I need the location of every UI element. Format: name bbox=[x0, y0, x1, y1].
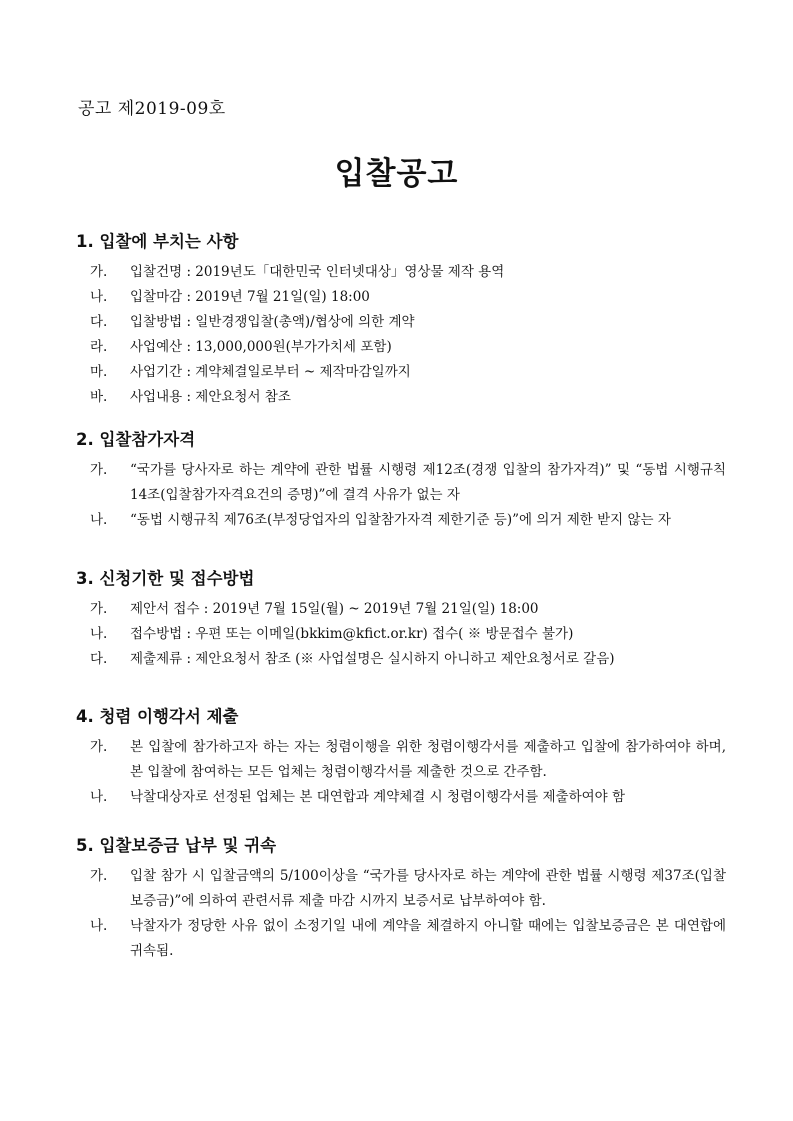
section-eligibility bbox=[76, 428, 726, 533]
item-text: “국가를 당사자로 하는 계약에 관한 법률 시행령 제12조(경쟁 입찰의 참가자격)” 및 “동법 시행규칙 14조(입찰참가자격요건의 증명)”에 결격 사유가 없는 자 bbox=[130, 462, 726, 503]
item-marker: 바. bbox=[90, 389, 108, 405]
item-text: 제출제류 : 제안요청서 참조 (※ 사업설명은 실시하지 아니하고 제안요청서로 갈음) bbox=[130, 651, 615, 667]
item-marker: 가. bbox=[90, 264, 108, 280]
item-text: 사업예산 : 13,000,000원(부가가치세 포함) bbox=[130, 339, 392, 355]
section-heading: 4. 청렴 이행각서 제출 bbox=[76, 707, 239, 726]
item-text: 접수방법 : 우편 또는 이메일(bkkim@kfict.or.kr) 접수( ※ 방문접수 불가) bbox=[130, 626, 574, 642]
item-marker: 가. bbox=[90, 868, 108, 884]
item-marker: 가. bbox=[90, 462, 108, 478]
item-list bbox=[76, 458, 726, 533]
item-marker: 마. bbox=[90, 364, 108, 380]
list-item bbox=[90, 458, 726, 508]
section-heading: 3. 신청기한 및 접수방법 bbox=[76, 569, 255, 588]
item-marker: 나. bbox=[90, 918, 108, 934]
item-text: 입찰건명 : 2019년도「대한민국 인터넷대상」영상물 제작 용역 bbox=[130, 264, 505, 280]
section-integrity-pledge bbox=[76, 705, 726, 810]
list-item bbox=[90, 622, 726, 647]
list-item bbox=[90, 785, 726, 810]
section-heading: 2. 입찰참가자격 bbox=[76, 430, 196, 449]
section-bid-bond bbox=[76, 834, 726, 964]
section-heading: 1. 입찰에 부치는 사항 bbox=[76, 232, 239, 251]
list-item bbox=[90, 260, 726, 285]
list-item bbox=[90, 310, 726, 335]
section-heading: 5. 입찰보증금 납부 및 귀속 bbox=[76, 836, 277, 855]
list-item bbox=[90, 647, 726, 672]
list-item bbox=[90, 385, 726, 410]
item-marker: 나. bbox=[90, 512, 108, 528]
item-text: “동법 시행규칙 제76조(부정당업자의 입찰참가자격 제한기준 등)”에 의거 제한 받지 않는 자 bbox=[130, 512, 671, 528]
list-item bbox=[90, 285, 726, 310]
item-text: 낙찰대상자로 선정된 업체는 본 대연합과 계약체결 시 청렴이행각서를 제출하여야 함 bbox=[130, 789, 626, 805]
item-text: 사업내용 : 제안요청서 참조 bbox=[130, 389, 291, 405]
section-bid-items bbox=[76, 230, 726, 410]
item-list bbox=[76, 597, 726, 672]
item-marker: 나. bbox=[90, 789, 108, 805]
list-item bbox=[90, 360, 726, 385]
notice-number: 공고 제2019-09호 bbox=[78, 99, 226, 119]
item-text: 입찰마감 : 2019년 7월 21일(일) 18:00 bbox=[130, 289, 370, 305]
list-item bbox=[90, 735, 726, 785]
item-text: 본 입찰에 참가하고자 하는 자는 청렴이행을 위한 청렴이행각서를 제출하고 입찰에 참가하여야 하며, 본 입찰에 참여하는 모든 업체는 청렴이행각서를 제출한 것으로 간주함. bbox=[130, 739, 726, 780]
list-item bbox=[90, 335, 726, 360]
item-marker: 다. bbox=[90, 651, 108, 667]
item-text: 입찰 참가 시 입찰금액의 5/100이상을 “국가를 당사자로 하는 계약에 관한 법률 시행령 제37조(입찰보증금)”에 의하여 관련서류 제출 마감 시까지 보증서로 납부하여야 함. bbox=[130, 868, 726, 909]
list-item bbox=[90, 597, 726, 622]
page-title: 입찰공고 bbox=[334, 156, 459, 192]
item-marker: 가. bbox=[90, 739, 108, 755]
section-submission bbox=[76, 567, 726, 672]
list-item bbox=[90, 914, 726, 964]
item-marker: 나. bbox=[90, 289, 108, 305]
list-item bbox=[90, 508, 726, 533]
item-marker: 다. bbox=[90, 314, 108, 330]
item-marker: 나. bbox=[90, 626, 108, 642]
item-text: 사업기간 : 계약체결일로부터 ~ 제작마감일까지 bbox=[130, 364, 411, 380]
item-text: 낙찰자가 정당한 사유 없이 소정기일 내에 계약을 체결하지 아니할 때에는 입찰보증금은 본 대연합에 귀속됨. bbox=[130, 918, 726, 959]
list-item bbox=[90, 864, 726, 914]
item-text: 제안서 접수 : 2019년 7월 15일(월) ~ 2019년 7월 21일(일) 18:00 bbox=[130, 601, 539, 617]
item-text: 입찰방법 : 일반경쟁입찰(총액)/협상에 의한 계약 bbox=[130, 314, 415, 330]
item-marker: 라. bbox=[90, 339, 108, 355]
item-marker: 가. bbox=[90, 601, 108, 617]
item-list bbox=[76, 260, 726, 410]
item-list bbox=[76, 735, 726, 810]
item-list bbox=[76, 864, 726, 964]
